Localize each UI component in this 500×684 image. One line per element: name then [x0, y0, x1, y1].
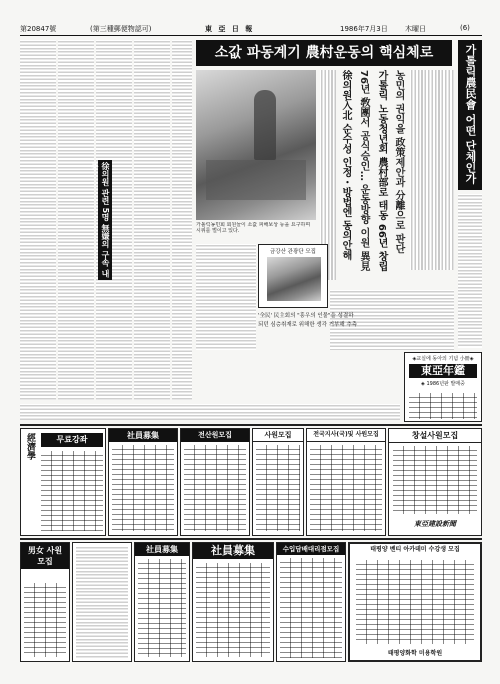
- ad-free-lecture: [20, 428, 106, 536]
- ad-recruit-3-title: 사원모집: [253, 429, 303, 442]
- paper-name: 東 亞 日 報: [205, 25, 255, 33]
- text-column-5: [172, 40, 192, 400]
- yearbook-ad: [404, 352, 482, 422]
- vertical-head-2: 가톨릭 노동청년회 農村部로 태동 66년 창립: [376, 70, 387, 272]
- ad-recruit-3: [252, 428, 304, 536]
- yearbook-title: 東亞年鑑: [409, 364, 477, 378]
- issue-number: 第20847號: [20, 25, 57, 33]
- section-rule-2: [20, 538, 482, 540]
- ad-agent-body: [280, 558, 342, 658]
- section-rule-1: [20, 424, 482, 426]
- statue-shape: [254, 90, 276, 160]
- inset-line-2: 되던 심층취재로 위해한 생각 거부해 추측: [258, 322, 358, 328]
- ad-recruit-5-body: [393, 446, 477, 514]
- issue-date: 1986年7月3日: [340, 25, 388, 33]
- ad-taepyeong-title: 태평양 벤티 아카데미 수강생 모집: [370, 546, 460, 553]
- ad-recruit-5-footer: 東亞建設新聞: [414, 520, 456, 528]
- vertical-head-4: 徐의원入北 순수성 인정・방법엔 동의안해: [340, 70, 351, 261]
- masthead: [20, 22, 482, 36]
- side-vertical-title: 가톨릭農民會 어떤 단체인가: [458, 40, 482, 190]
- ad-recruit-1-body: [112, 445, 174, 531]
- ad-taepyeong: [348, 542, 482, 662]
- inset-photo: [267, 257, 321, 301]
- ad-recruit-7-body: [196, 563, 270, 657]
- ad-free-lecture-title: 무료강좌: [41, 433, 103, 447]
- inset-line-1: '全民' 民主회의 "흥우의 인물"을 성결하: [258, 313, 354, 319]
- ad-recruit-1: [108, 428, 178, 536]
- ad-recruit-6: [134, 542, 190, 662]
- text-block-vertical-b: [410, 70, 454, 270]
- ad-recruit-2-title: 전산원모집: [181, 429, 249, 442]
- vertical-head-3: 76년 敎團서 공식승인… 운동방향 이원 異見: [358, 70, 369, 272]
- ad-recruit-5-title: 창설사원모집: [389, 429, 481, 443]
- yearbook-content: [409, 393, 477, 419]
- ad-agent-title: 수입담배대리점모집: [277, 543, 345, 555]
- ad-recruit-5: [388, 428, 482, 536]
- ad-men-women-body: [24, 583, 66, 657]
- ad-recruit-6-body: [138, 559, 186, 657]
- left-vertical-headline: 徐의원 관련 5명 無嫌의 구속 내용: [98, 160, 112, 280]
- text-column-1: [20, 40, 56, 400]
- ad-recruit-6-title: 社員募集: [135, 543, 189, 556]
- news-photo: [196, 70, 316, 220]
- weekday: 木曜日: [405, 25, 426, 33]
- ad-recruit-4-body: [310, 445, 382, 531]
- ad-agent: [276, 542, 346, 662]
- ad-men-women-title: 男女 사원 모집: [21, 543, 69, 569]
- side-text-column: [458, 194, 482, 348]
- ad-men-women: [20, 542, 70, 662]
- ad-recruit-7: [192, 542, 274, 662]
- ad-text-block: [72, 542, 132, 662]
- main-headline: 소값 파동계기 農村운동의 핵심체로: [196, 40, 452, 66]
- ad-recruit-4-title: 전국지사(국)및 사원모집: [307, 429, 385, 442]
- text-column-2: [58, 40, 94, 400]
- text-column-4: [134, 40, 170, 400]
- ad-taepyeong-footer: 태평양화학 미용학원: [387, 650, 443, 657]
- ad-recruit-4: [306, 428, 386, 536]
- inset-text: [258, 312, 454, 330]
- ad-recruit-1-title: 社員募集: [109, 429, 177, 442]
- ad-recruit-3-body: [256, 445, 300, 531]
- ad-free-lecture-body: [41, 451, 103, 531]
- inset-title: 금강산 관광단 모집: [269, 249, 316, 255]
- ad-free-lecture-side: 經濟學: [25, 433, 35, 460]
- yearbook-tag: ◈교실에 동아의 기념 小冊◈: [412, 356, 474, 362]
- yearbook-line: ◈ 1986년판 발매중: [421, 381, 465, 387]
- ad-text-block-body: [76, 546, 128, 658]
- postal-note: (第三種郵便物認可): [90, 25, 152, 33]
- vertical-head-1: 농민의 권익을 政策제안과 分離으로 판단: [393, 70, 404, 254]
- text-strip-bottom: [20, 404, 400, 420]
- ad-recruit-2: [180, 428, 250, 536]
- ad-recruit-7-title: 社員募集: [193, 543, 273, 559]
- crowd-shape: [206, 160, 306, 200]
- inset-box: [258, 244, 328, 308]
- page-number: (6): [460, 24, 470, 32]
- ad-taepyeong-table: [356, 560, 474, 644]
- ad-recruit-2-body: [184, 445, 246, 531]
- photo-caption: 가톨릭농민회 회원들이 소값 피해보상 등을 요구하며 시위를 벌이고 있다.: [196, 222, 311, 234]
- text-column-6: [196, 244, 256, 350]
